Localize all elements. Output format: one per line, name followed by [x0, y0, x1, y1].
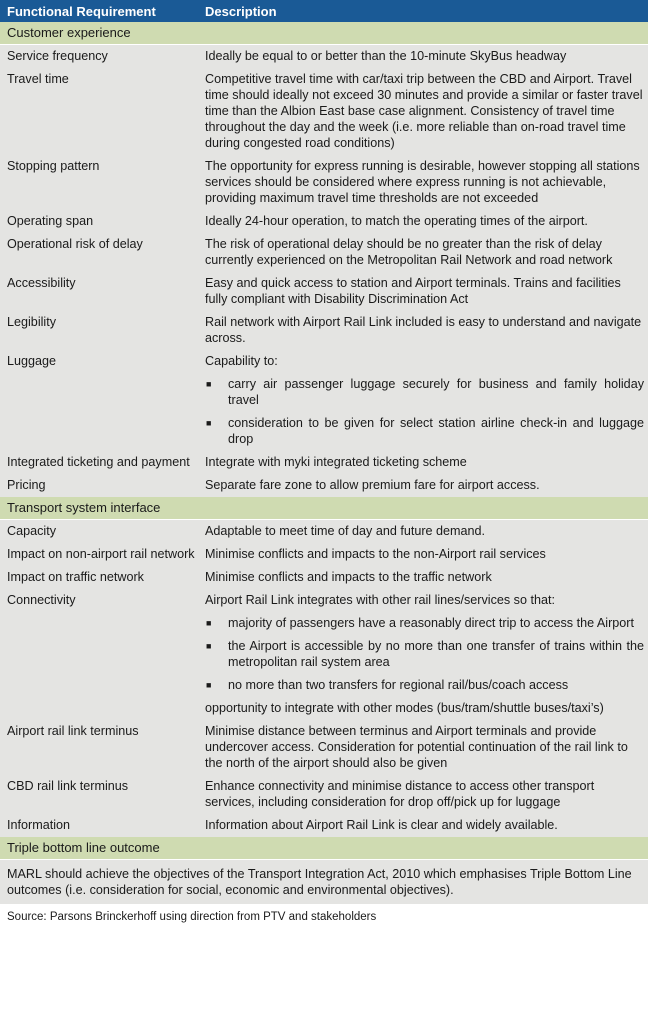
- bullet-text: majority of passengers have a reasonably direct trip to access the Airport: [228, 616, 635, 630]
- table-row: [0, 589, 648, 720]
- requirement-cell: CBD rail link terminus: [7, 779, 129, 793]
- bullet-square-icon: ■: [206, 618, 212, 628]
- description-cell: [205, 477, 648, 493]
- table-body: [0, 22, 648, 904]
- description-cell: [205, 48, 648, 64]
- section-rows: [0, 45, 648, 497]
- section-rows: [0, 520, 648, 837]
- description-cell: [205, 778, 648, 810]
- requirement-cell: Travel time: [7, 72, 69, 86]
- description-text: Information about Airport Rail Link is clear and widely available.: [205, 818, 558, 832]
- description-cell: [205, 213, 648, 229]
- description-text: Competitive travel time with car/taxi trip between the CBD and Airport. Travel time should ideally not exceed 30 minutes and provide a similar or faster travel time than the Albion East base case alignment. Consistency of travel time throughout the day and the week (i.e. more reliable than on-road travel time during congested road conditions): [205, 72, 643, 150]
- description-text: The opportunity for express running is desirable, however stopping all stations services should be considered where express running is not achievable, providing maximum travel time thresholds are not exceeded: [205, 159, 640, 205]
- table-row: [0, 272, 648, 311]
- description-text: Airport Rail Link integrates with other rail lines/services so that:: [205, 593, 555, 607]
- table-row: [0, 45, 648, 68]
- bullet-text: the Airport is accessible by no more than one transfer of trains within the metropolitan rail system area: [228, 639, 644, 669]
- description-cell: [205, 71, 648, 151]
- table-row: [0, 566, 648, 589]
- table-row: [0, 210, 648, 233]
- requirement-cell: Operational risk of delay: [7, 237, 143, 251]
- description-text: Capability to:: [205, 354, 278, 368]
- bullet-text: no more than two transfers for regional rail/bus/coach access: [228, 678, 569, 692]
- description-text: Easy and quick access to station and Airport terminals. Trains and facilities fully compliant with Disability Discrimination Act: [205, 276, 621, 306]
- header-description: Description: [205, 3, 277, 19]
- table-row: [0, 233, 648, 272]
- description-cell: [205, 454, 648, 470]
- description-text: Rail network with Airport Rail Link included is easy to understand and navigate across.: [205, 315, 642, 345]
- table-row: [0, 68, 648, 155]
- requirement-cell: Impact on non-airport rail network: [7, 547, 195, 561]
- description-text: The risk of operational delay should be no greater than the risk of delay currently experienced on the Metropolitan Rail Network and road network: [205, 237, 613, 267]
- description-text: Minimise conflicts and impacts to the non-Airport rail services: [205, 547, 546, 561]
- table-row: [0, 155, 648, 210]
- bullet-square-icon: ■: [206, 680, 212, 690]
- table-row: [0, 350, 648, 451]
- section-title: Triple bottom line outcome: [0, 837, 648, 860]
- table-row: [0, 814, 648, 837]
- bullet-square-icon: ■: [206, 418, 212, 428]
- section-title: Transport system interface: [0, 497, 648, 520]
- description-cell: [205, 592, 648, 716]
- requirement-cell: Airport rail link terminus: [7, 724, 139, 738]
- description-cell: [205, 353, 648, 447]
- bullet-item: [205, 615, 644, 631]
- description-cell: [205, 523, 648, 539]
- section-title: Customer experience: [0, 22, 648, 45]
- requirement-cell: Operating span: [7, 214, 94, 228]
- requirement-cell: Stopping pattern: [7, 159, 100, 173]
- bullet-square-icon: ■: [206, 641, 212, 651]
- description-text: Enhance connectivity and minimise distance to access other transport services, including consideration for drop off/pick up for luggage: [205, 779, 595, 809]
- description-cell: [205, 723, 648, 771]
- table-row: [0, 451, 648, 474]
- table-source: Source: Parsons Brinckerhoff using direction from PTV and stakeholders: [7, 911, 377, 923]
- requirement-cell: Integrated ticketing and payment: [7, 455, 190, 469]
- section-full-text: MARL should achieve the objectives of the Transport Integration Act, 2010 which emphasises Triple Bottom Line outcomes (i.e. consideration for social, economic and environmental objectives).: [0, 860, 648, 904]
- table-row: [0, 311, 648, 350]
- description-cell: [205, 158, 648, 206]
- description-after-text: opportunity to integrate with other modes (bus/tram/shuttle buses/taxi’s): [205, 701, 604, 715]
- bullet-text: carry air passenger luggage securely for business and family holiday travel: [228, 377, 644, 407]
- description-cell: [205, 817, 648, 833]
- requirement-cell: Connectivity: [7, 593, 76, 607]
- bullet-item: [205, 638, 644, 670]
- description-cell: [205, 275, 648, 307]
- requirement-cell: Pricing: [7, 478, 46, 492]
- table-row: [0, 474, 648, 497]
- table-header: [0, 0, 648, 22]
- requirement-cell: Capacity: [7, 524, 56, 538]
- description-text: Separate fare zone to allow premium fare for airport access.: [205, 478, 540, 492]
- requirement-cell: Service frequency: [7, 49, 108, 63]
- table-row: [0, 543, 648, 566]
- description-text: Adaptable to meet time of day and future demand.: [205, 524, 486, 538]
- requirement-cell: Impact on traffic network: [7, 570, 144, 584]
- requirement-cell: Luggage: [7, 354, 57, 368]
- requirement-cell: Legibility: [7, 315, 57, 329]
- bullet-item: [205, 376, 644, 408]
- table-row: [0, 775, 648, 814]
- description-text: Integrate with myki integrated ticketing scheme: [205, 455, 467, 469]
- requirement-cell: Accessibility: [7, 276, 76, 290]
- description-text: Minimise conflicts and impacts to the traffic network: [205, 570, 492, 584]
- bullet-item: [205, 677, 644, 693]
- description-cell: [205, 314, 648, 346]
- description-text: Ideally be equal to or better than the 10-minute SkyBus headway: [205, 49, 567, 63]
- header-functional-requirement: Functional Requirement: [7, 3, 156, 19]
- description-cell: [205, 236, 648, 268]
- bullet-text: consideration to be given for select station airline check-in and luggage drop: [228, 416, 644, 446]
- description-cell: [205, 569, 648, 585]
- description-cell: [205, 546, 648, 562]
- description-text: Ideally 24-hour operation, to match the operating times of the airport.: [205, 214, 588, 228]
- description-text: Minimise distance between terminus and Airport terminals and provide undercover access. Consideration for potential continuation of the rail link to the north of the airport should also be given: [205, 724, 628, 770]
- table-row: [0, 720, 648, 775]
- table-row: [0, 520, 648, 543]
- bullet-square-icon: ■: [206, 379, 212, 389]
- requirement-cell: Information: [7, 818, 70, 832]
- bullet-item: [205, 415, 644, 447]
